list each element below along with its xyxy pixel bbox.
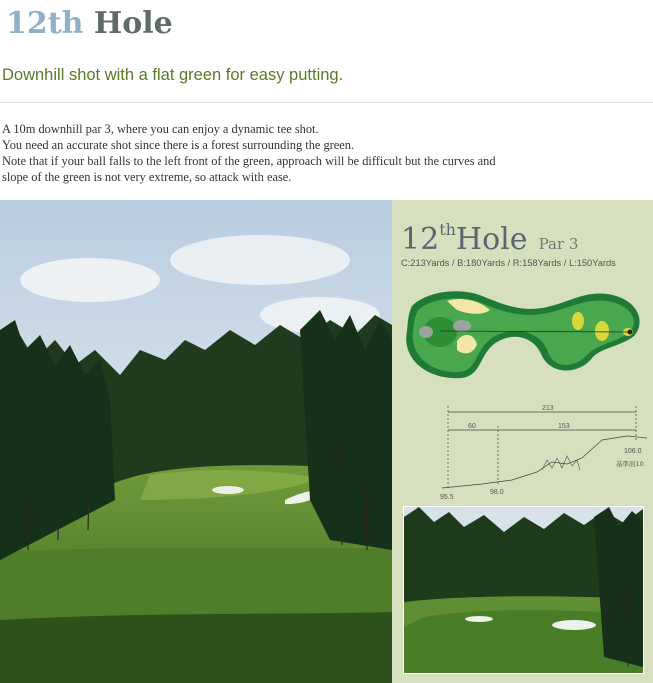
green-photo: [403, 506, 644, 674]
elevation-profile-diagram: [402, 398, 653, 506]
distance-total: 213: [542, 405, 554, 412]
description-line: You need an accurate shot since there is a forest surrounding the green.: [2, 138, 355, 152]
description-line: slope of the green is not very extreme, so attack with ease.: [2, 170, 292, 184]
tee-elevation: 95.5: [440, 494, 454, 501]
par-label: Par 3: [538, 235, 579, 253]
distance-segment-1: 60: [468, 423, 476, 430]
divider: [0, 102, 653, 103]
hole-card-number: 12: [401, 222, 440, 257]
mid-elevation: 98.0: [490, 489, 504, 496]
golf-course-photo: [0, 200, 392, 683]
description-line: Note that if your ball falls to the left front of the green, approach will be difficult but the curves and: [2, 154, 496, 168]
hole-card-suffix: th: [439, 220, 456, 239]
page-title: [6, 4, 173, 44]
description-line: A 10m downhill par 3, where you can enjoy a dynamic tee shot.: [2, 122, 319, 136]
hole-word: Hole: [93, 6, 173, 41]
description: [2, 121, 652, 185]
tagline: Downhill shot with a flat green for easy putting.: [2, 66, 344, 84]
green-elevation: 106.0: [624, 448, 642, 455]
hole-number: 12th: [6, 6, 84, 41]
hole-layout-map: [402, 286, 647, 386]
distance-segment-2: 153: [558, 423, 570, 430]
hole-card-word: Hole: [455, 222, 528, 257]
reference-label: 基準面10: [616, 460, 644, 468]
hole-card-title: [401, 220, 578, 257]
hole-card: [392, 200, 653, 683]
yardage-info: C:213Yards / B:180Yards / R:158Yards / L:150Yards: [401, 258, 616, 268]
